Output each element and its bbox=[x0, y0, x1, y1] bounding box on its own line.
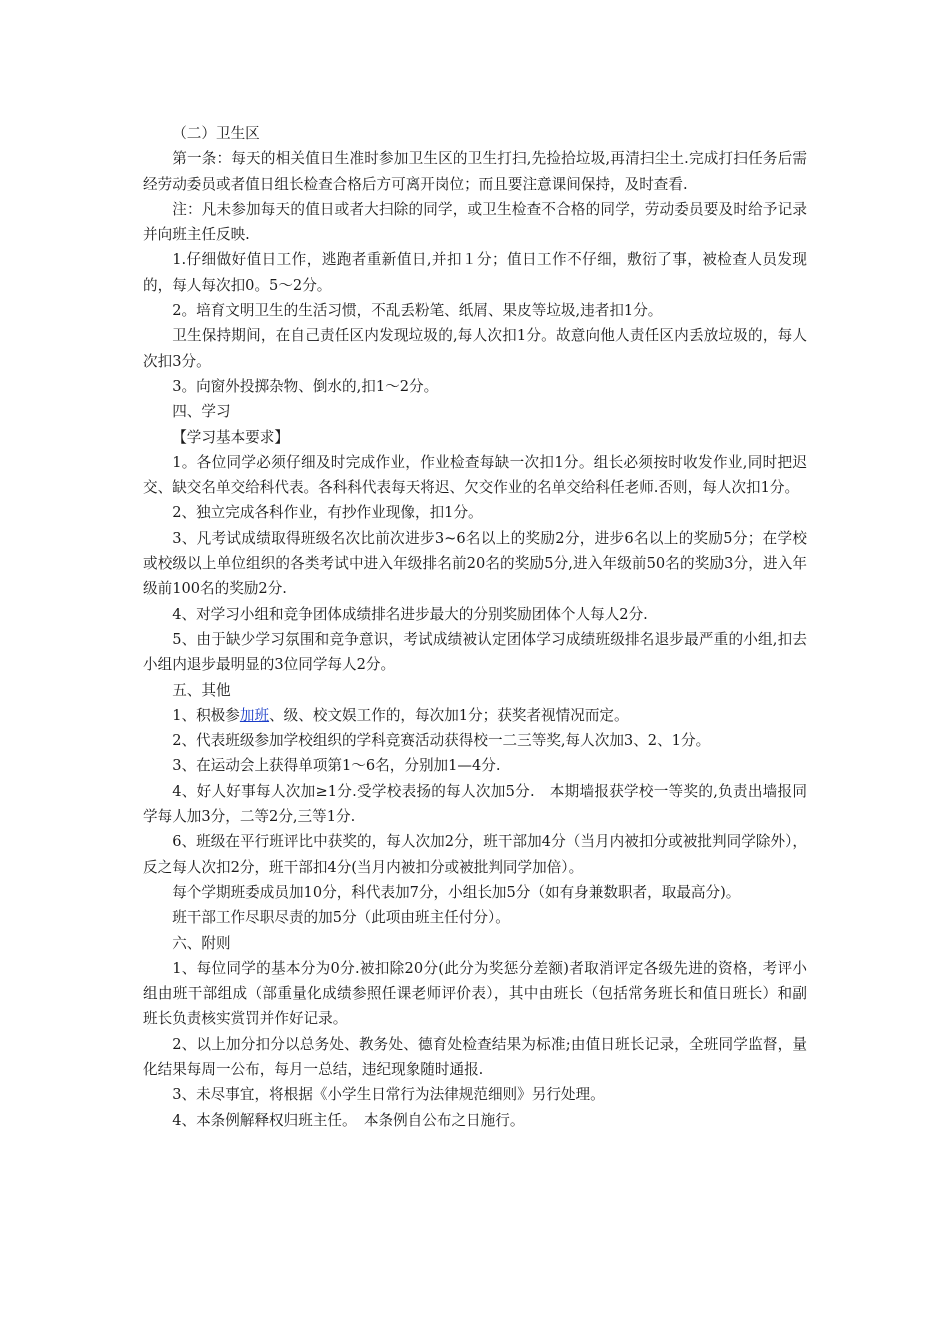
paragraph: 1、每位同学的基本分为0分.被扣除20分(此分为奖惩分差额)者取消评定各级先进的资格，考评小组由班干部组成（部重量化成绩参照任课老师评价表），其中由班长（包括常务班长和值日班长）和副班长负责核实赏罚并作好记录。 bbox=[143, 959, 807, 1028]
paragraph: 2、独立完成各科作业，有抄作业现像，扣1分。 bbox=[172, 504, 483, 522]
paragraph: 4、好人好事每人次加≥1分.受学校表扬的每人次加5分. 本期墙报获学校一等奖的,负责出墙报同学每人加3分，二等2分,三等1分. bbox=[143, 782, 807, 826]
jiaban-link[interactable]: 加班 bbox=[239, 706, 270, 724]
paragraph: 3、未尽事宜，将根据《小学生日常行为法律规范细则》另行处理。 bbox=[172, 1086, 605, 1104]
paragraph: 3、在运动会上获得单项第1～6名，分别加1—4分. bbox=[172, 757, 501, 775]
section-heading-sanitation: （二）卫生区 bbox=[172, 125, 260, 142]
paragraph: 2、以上加分扣分以总务处、教务处、德育处检查结果为标准;由值日班长记录，全班同学监督，量化结果每周一公布，每月一总结，违纪现象随时通报. bbox=[143, 1035, 807, 1078]
paragraph: 3、凡考试成绩取得班级名次比前次进步3~6名以上的奖励2分，进步6名以上的奖励5分；在学校或校级以上单位组织的各类考试中进入年级排名前20名的奖励5分,进入年级前50名的奖励3分，进入年级前100名的奖励2分. bbox=[143, 529, 807, 598]
paragraph: 注：凡未参加每天的值日或者大扫除的同学，或卫生检查不合格的同学，劳动委员要及时给予记录并向班主任反映. bbox=[143, 200, 807, 244]
paragraph-text: 、级、校文娱工作的，每次加1分；获奖者视情况而定。 bbox=[269, 706, 629, 724]
section-heading-other: 五、其他 bbox=[172, 681, 231, 699]
paragraph: 3。向窗外投掷杂物、倒水的,扣1～2分。 bbox=[172, 377, 439, 395]
document-body bbox=[143, 121, 807, 1133]
paragraph: 1。各位同学必须仔细及时完成作业，作业检查每缺一次扣1分。组长必须按时收发作业,同时把迟交、缺交名单交给科代表。各科科代表每天将迟、欠交作业的名单交给科任老师.否则，每人次扣1分。 bbox=[143, 453, 807, 497]
paragraph: 1.仔细做好值日工作，逃跑者重新值日,并扣１分；值日工作不仔细，敷衍了事，被检查人员发现的，每人每次扣0。5～2分。 bbox=[143, 251, 807, 294]
section-heading-study: 四、学习 bbox=[172, 403, 231, 421]
paragraph: 5、由于缺少学习氛围和竞争意识，考试成绩被认定团体学习成绩班级排名退步最严重的小组,扣去小组内退步最明显的3位同学每人2分。 bbox=[143, 630, 807, 674]
paragraph-with-link bbox=[143, 703, 807, 728]
paragraph: 卫生保持期间，在自己责任区内发现垃圾的,每人次扣1分。故意向他人责任区内丢放垃圾的，每人次扣3分。 bbox=[143, 327, 807, 370]
paragraph: 4、本条例解释权归班主任。 本条例自公布之日施行。 bbox=[172, 1111, 525, 1129]
paragraph: 第一条：每天的相关值日生准时参加卫生区的卫生打扫,先捡拾垃圾,再清扫尘土.完成打扫任务后需经劳动委员或者值日组长检查合格后方可离开岗位；而且要注意课间保持，及时查看. bbox=[143, 150, 807, 193]
paragraph: 4、对学习小组和竞争团体成绩排名进步最大的分别奖励团体个人每人2分. bbox=[172, 605, 648, 623]
subsection-heading: 【学习基本要求】 bbox=[172, 428, 289, 446]
paragraph: 2、代表班级参加学校组织的学科竞赛活动获得校一二三等奖,每人次加3、2、1分。 bbox=[172, 732, 711, 750]
paragraph-text: 1、积极参 bbox=[172, 706, 240, 724]
paragraph: 每个学期班委成员加10分，科代表加7分，小组长加5分（如有身兼数职者，取最高分)。 bbox=[172, 883, 741, 901]
section-heading-appendix: 六、附则 bbox=[172, 934, 231, 952]
paragraph: 班干部工作尽职尽责的加5分（此项由班主任付分）。 bbox=[172, 909, 510, 927]
paragraph: 2。培育文明卫生的生活习惯，不乱丢粉笔、纸屑、果皮等垃圾,违者扣1分。 bbox=[172, 302, 663, 320]
paragraph: 6、班级在平行班评比中获奖的，每人次加2分，班干部加4分（当月内被扣分或被批判同学除外），反之每人次扣2分，班干部扣4分(当月内被扣分或被批判同学加倍）。 bbox=[143, 833, 807, 876]
